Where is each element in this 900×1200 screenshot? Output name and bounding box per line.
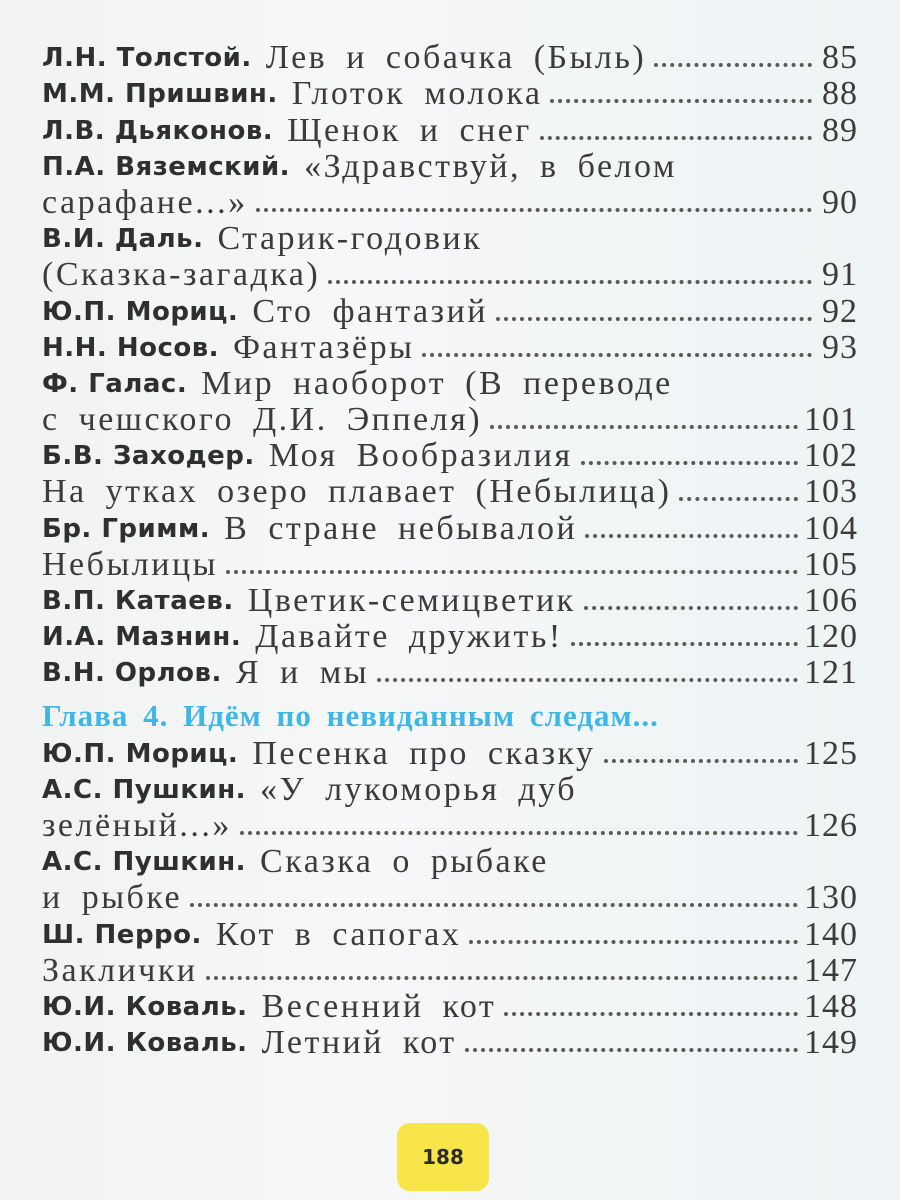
toc-author: Ш. Перро. <box>42 919 202 950</box>
toc-page-number: 101 <box>804 401 858 439</box>
toc-entry <box>42 583 858 619</box>
toc-entry <box>42 1025 858 1061</box>
dot-leader <box>469 940 798 944</box>
toc-author: Ю.П. Мориц. <box>42 296 239 327</box>
toc-author: Ю.П. Мориц. <box>42 738 239 769</box>
toc-title: Щенок и снег <box>287 112 532 149</box>
toc-group-2 <box>42 735 858 1061</box>
toc-title: Сказка о рыбаке <box>260 843 549 881</box>
toc-entry <box>42 916 858 952</box>
toc-page-number: 91 <box>822 257 858 294</box>
toc-title: Старик-годовик <box>217 220 483 258</box>
dot-leader <box>226 570 798 574</box>
dot-leader <box>240 831 798 835</box>
dot-leader <box>256 208 812 212</box>
toc-entry <box>42 953 858 989</box>
toc-entry <box>42 76 858 112</box>
dot-leader <box>504 1012 798 1016</box>
toc-page-number: 147 <box>804 952 858 989</box>
toc-author: И.А. Мазнин. <box>42 622 242 653</box>
dot-leader <box>581 461 798 465</box>
toc-entry <box>42 735 858 771</box>
toc-entry <box>42 402 858 438</box>
toc-page-number: 148 <box>804 988 858 1025</box>
toc-entry <box>42 257 858 293</box>
dot-leader <box>540 136 812 140</box>
dot-leader <box>585 534 798 538</box>
toc-title: Сто фантазий <box>252 293 488 330</box>
toc-title: Летний кот <box>261 1024 457 1062</box>
page-number-badge <box>400 1126 486 1188</box>
toc-title: с чешского Д.И. Эппеля) <box>42 401 483 439</box>
toc-author: М.М. Пришвин. <box>42 79 278 110</box>
toc-title: «У лукоморья дуб <box>260 771 578 808</box>
toc-group-1 <box>42 40 858 691</box>
dot-leader <box>584 606 798 610</box>
toc-entry <box>42 112 858 148</box>
toc-author: А.С. Пушкин. <box>42 847 247 878</box>
dot-leader <box>206 976 798 980</box>
toc-author: А.С. Пушкин. <box>42 774 247 805</box>
toc-title: Я и мы <box>235 655 370 692</box>
toc-title: Давайте дружить! <box>255 619 563 656</box>
toc-author: Л.Н. Толстой. <box>42 43 252 74</box>
toc-page-number: 103 <box>804 474 858 511</box>
table-of-contents <box>42 40 858 1061</box>
toc-author: Ю.И. Коваль. <box>42 991 248 1022</box>
dot-leader <box>550 99 812 103</box>
toc-title: зелёный...» <box>42 807 232 844</box>
toc-title: В стране небывалой <box>224 510 578 547</box>
toc-entry <box>42 40 858 76</box>
toc-entry <box>42 510 858 546</box>
toc-page-number: 125 <box>804 735 858 772</box>
toc-entry <box>42 293 858 329</box>
toc-title: Глоток молока <box>291 76 543 113</box>
page-number: 188 <box>422 1145 464 1169</box>
toc-entry <box>42 185 858 221</box>
toc-author: В.П. Катаев. <box>42 586 234 616</box>
toc-title: Мир наоборот (В переводе <box>201 365 673 402</box>
dot-leader <box>679 497 798 501</box>
toc-entry <box>42 366 858 402</box>
dot-leader <box>571 642 798 646</box>
toc-page-number: 104 <box>804 510 858 547</box>
toc-page-number: 89 <box>822 112 858 149</box>
toc-title: (Сказка-загадка) <box>42 257 321 294</box>
toc-entry <box>42 619 858 655</box>
toc-entry <box>42 772 858 808</box>
toc-page-number: 85 <box>822 40 858 77</box>
toc-page-number: 93 <box>822 329 858 366</box>
dot-leader <box>465 1048 798 1052</box>
toc-title: Песенка про сказку <box>252 735 596 772</box>
toc-page-number: 92 <box>822 293 858 330</box>
toc-page-number: 106 <box>804 582 858 619</box>
toc-page-number: 120 <box>804 619 858 656</box>
toc-page-number: 126 <box>804 807 858 844</box>
toc-title: Цветик-семицветик <box>247 582 576 619</box>
toc-author: Ю.И. Коваль. <box>42 1028 248 1059</box>
toc-page-number: 105 <box>804 546 858 583</box>
toc-title: Лев и собачка (Быль) <box>265 40 647 77</box>
toc-entry <box>42 330 858 366</box>
toc-entry <box>42 221 858 257</box>
toc-entry <box>42 880 858 916</box>
toc-page-number: 130 <box>804 880 858 917</box>
toc-title: Фантазёры <box>233 329 415 366</box>
toc-title: Небылицы <box>42 546 218 583</box>
dot-leader <box>496 317 812 321</box>
toc-title: Заклички <box>42 952 198 989</box>
toc-title: Весенний кот <box>261 988 497 1025</box>
toc-entry <box>42 547 858 583</box>
toc-author: Л.В. Дьяконов. <box>42 115 274 146</box>
toc-title: и рыбке <box>42 880 183 917</box>
toc-author: Н.Н. Носов. <box>42 332 220 363</box>
toc-title: Моя Вообразилия <box>268 438 573 475</box>
toc-title: «Здравствуй, в белом <box>304 148 677 185</box>
dot-leader <box>377 678 798 682</box>
toc-entry <box>42 655 858 691</box>
toc-page-number: 140 <box>804 916 858 953</box>
dot-leader <box>190 903 798 907</box>
toc-entry <box>42 989 858 1025</box>
toc-author: В.Н. Орлов. <box>42 658 222 689</box>
toc-entry <box>42 438 858 474</box>
chapter-heading: Глава 4. Идём по невиданным следам... <box>42 698 659 734</box>
toc-page-number: 88 <box>822 76 858 113</box>
dot-leader <box>328 280 812 284</box>
dot-leader <box>490 425 798 429</box>
dot-leader <box>654 63 812 67</box>
toc-entry <box>42 808 858 844</box>
toc-author: П.А. Вяземский. <box>42 151 291 182</box>
toc-page-number: 149 <box>804 1024 858 1062</box>
toc-author: Ф. Галас. <box>42 368 188 399</box>
toc-entry <box>42 844 858 880</box>
toc-author: Бр. Гримм. <box>42 513 211 544</box>
toc-author: В.И. Даль. <box>42 224 204 255</box>
dot-leader <box>422 353 812 357</box>
toc-title: На утках озеро плавает (Небылица) <box>42 474 672 511</box>
toc-author: Б.В. Заходер. <box>42 441 255 472</box>
toc-page-number: 90 <box>822 184 858 221</box>
dot-leader <box>604 759 798 763</box>
toc-page-number: 102 <box>804 438 858 475</box>
toc-entry <box>42 474 858 510</box>
toc-entry <box>42 149 858 185</box>
toc-page-number: 121 <box>804 655 858 692</box>
toc-title: сарафане...» <box>42 184 248 221</box>
toc-title: Кот в сапогах <box>215 916 462 953</box>
